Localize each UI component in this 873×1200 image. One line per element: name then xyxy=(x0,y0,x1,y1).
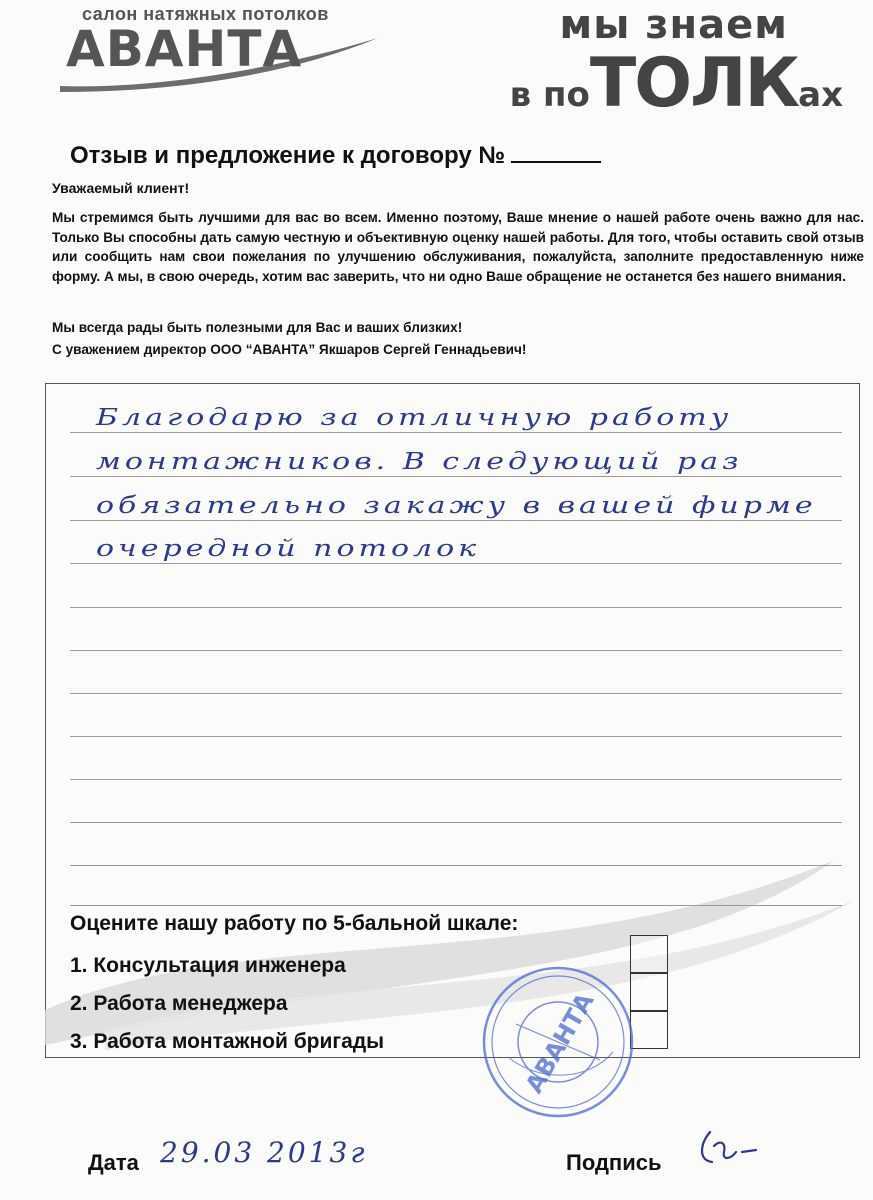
slogan-line-1: мы знаем xyxy=(559,2,788,48)
ruled-line xyxy=(70,822,842,823)
rating-item-manager: 2. Работа менеджера xyxy=(70,992,288,1015)
ruled-line xyxy=(70,693,842,694)
form-title-text: Отзыв и предложение к договору № xyxy=(70,142,506,169)
handwritten-line: Благодарю за отличную работу xyxy=(96,403,733,431)
company-stamp xyxy=(478,962,638,1122)
stamp-text: АВАНТА xyxy=(519,988,600,1098)
greeting: Уважаемый клиент! xyxy=(52,180,190,196)
slogan xyxy=(509,2,843,123)
closing-line: Мы всегда рады быть полезными для Вас и ваших близких! xyxy=(52,320,463,335)
ruled-line xyxy=(70,563,842,564)
slogan-part-c: ах xyxy=(798,75,843,115)
ruled-line xyxy=(70,865,842,866)
ruled-line xyxy=(70,476,842,477)
slogan-part-b: ТОЛК xyxy=(589,44,799,123)
date-value[interactable]: 29.03 2013г xyxy=(160,1136,368,1169)
company-logo xyxy=(60,4,380,94)
logo-name: АВАНТА xyxy=(66,20,303,78)
director-signature-line: С уважением директор ООО “АВАНТА” Якшаров Сергей Геннадьевич! xyxy=(52,342,527,357)
contract-number-field[interactable] xyxy=(511,143,601,163)
intro-paragraph: Мы стремимся быть лучшими для вас во всем. Именно поэтому, Ваше мнение о нашей работе очень важно для нас. Только Вы способны дать самую честную и объективную оценку нашей работы. Для того, чтобы оставить свой отзыв или сообщить нам свои пожелания по улучшению обслуживания, пожалуйста, заполните предоставленную ниже форму. А мы, в свою очередь, хотим вас заверить, что ни одно Ваше обращение не останется без нашего внимания. xyxy=(52,210,864,284)
rating-title: Оцените нашу работу по 5-бальной шкале: xyxy=(70,912,519,935)
handwritten-signature[interactable] xyxy=(690,1122,790,1172)
slogan-part-a: в по xyxy=(509,75,590,115)
rating-item-engineer: 1. Консультация инженера xyxy=(70,954,346,977)
ruled-line xyxy=(70,736,842,737)
handwritten-line: очередной потолок xyxy=(96,534,481,562)
date-label: Дата xyxy=(88,1150,139,1175)
ruled-line xyxy=(70,607,842,608)
form-title xyxy=(70,142,601,170)
handwritten-line: монтажников. В следующий раз xyxy=(96,447,743,475)
intro-text xyxy=(52,208,864,286)
rating-item-crew: 3. Работа монтажной бригады xyxy=(70,1030,385,1053)
logo-subtitle: салон натяжных потолков xyxy=(82,4,329,24)
slogan-line-2 xyxy=(510,44,843,123)
ruled-line xyxy=(70,432,842,433)
ruled-line xyxy=(70,779,842,780)
ruled-line xyxy=(70,650,842,651)
signature-label: Подпись xyxy=(566,1150,662,1175)
ruled-line xyxy=(70,905,842,906)
handwritten-line: обязательно закажу в вашей фирме xyxy=(96,491,817,519)
ruled-line xyxy=(70,520,842,521)
